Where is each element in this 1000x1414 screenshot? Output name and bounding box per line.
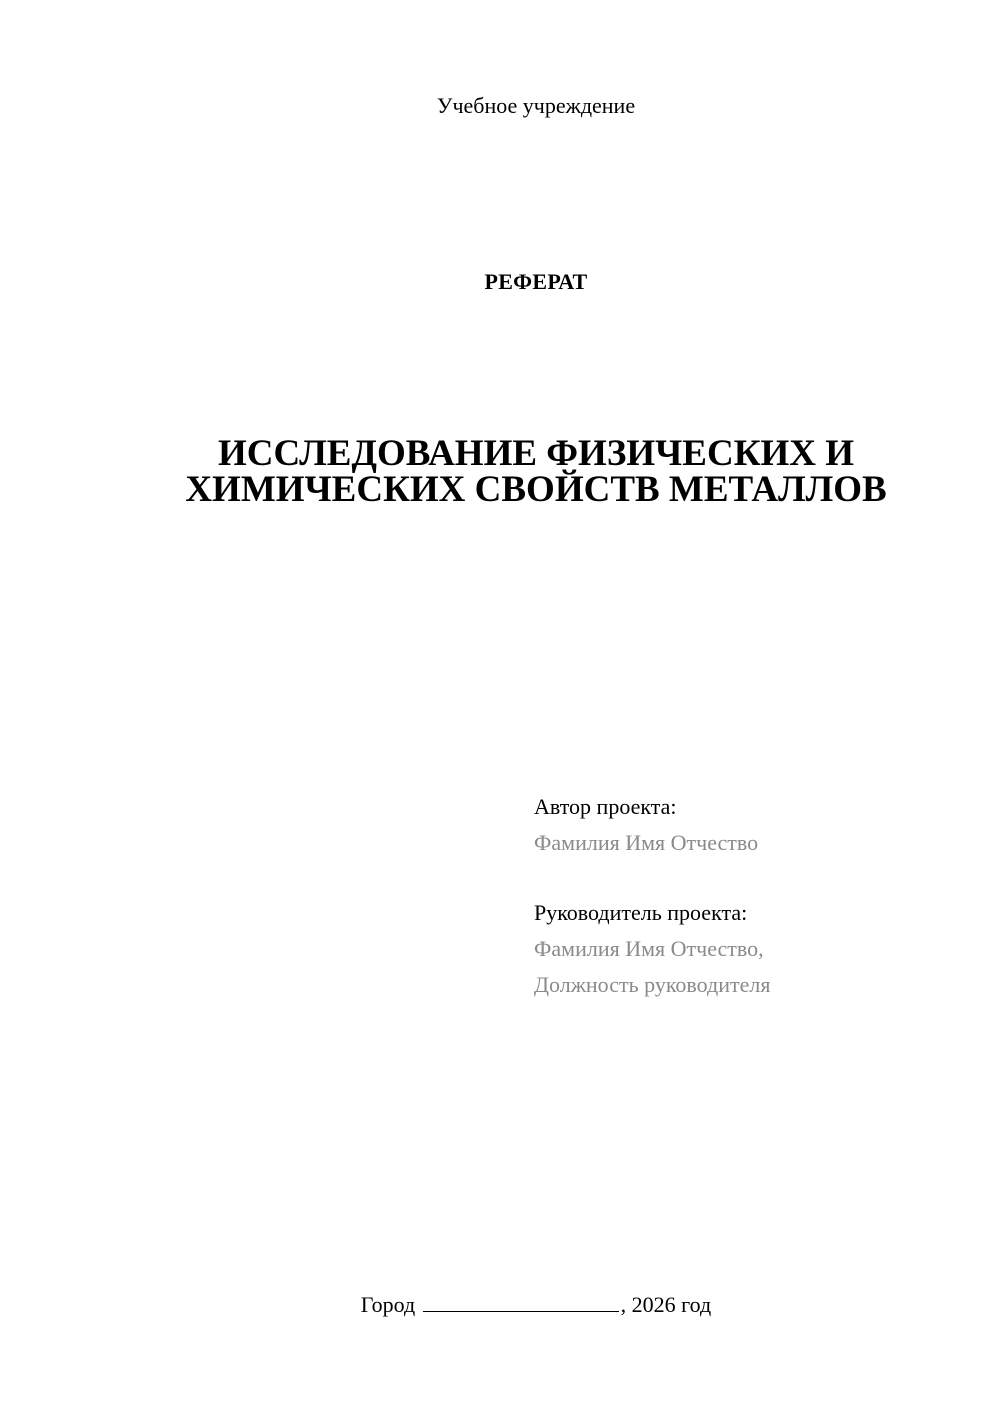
author-name: Фамилия Имя Отчество <box>534 830 759 855</box>
supervisor-label: Руководитель проекта: <box>534 900 748 925</box>
supervisor-position: Должность руководителя <box>534 972 771 997</box>
year-text: , 2026 год <box>620 1292 712 1317</box>
supervisor-name: Фамилия Имя Отчество, <box>534 936 764 961</box>
signature-block <box>534 789 974 1003</box>
title-line-1: ИССЛЕДОВАНИЕ ФИЗИЧЕСКИХ И <box>217 433 855 474</box>
institution-name: Учебное учреждение <box>436 93 636 118</box>
city-year-line <box>0 1290 1000 1320</box>
city-blank-line <box>423 1291 619 1312</box>
author-label: Автор проекта: <box>534 794 677 819</box>
document-title <box>0 433 1000 510</box>
city-label: Город <box>360 1292 416 1317</box>
title-line-2: ХИМИЧЕСКИХ СВОЙСТВ МЕТАЛЛОВ <box>185 469 887 510</box>
document-type: РЕФЕРАТ <box>484 269 588 294</box>
signature-spacer <box>534 861 974 895</box>
